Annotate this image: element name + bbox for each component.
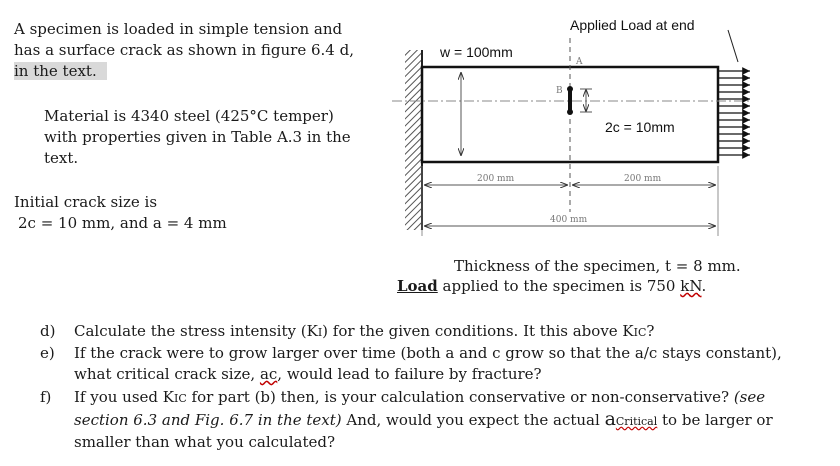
material-line-3: text. <box>44 149 79 167</box>
width-label: w = 100mm <box>440 44 513 60</box>
question-e-text-1: what critical crack size, <box>74 365 260 383</box>
question-f-italic-2: section 6.3 and Fig. 6.7 in the text) <box>74 411 342 429</box>
intro-line-3: in the text. <box>14 62 107 80</box>
question-e-label: e) <box>40 344 55 362</box>
question-d-sub-2: IC <box>633 326 647 339</box>
question-f-text-2: for part (b) then, is your calculation conservative or non-conservative? <box>186 388 734 406</box>
dim-label-left: 200 mm <box>477 174 515 184</box>
initial-crack-line-2: 2c = 10 mm, and a = 4 mm <box>18 214 227 232</box>
question-d-text-2: ) for the given conditions. It this above K <box>322 322 634 340</box>
question-e-text-2: , would lead to failure by fracture? <box>277 365 542 383</box>
question-f-a: a <box>604 408 616 430</box>
load-unit: kN <box>680 277 702 295</box>
question-f-text-4: to be larger or <box>657 411 773 429</box>
intro-line-2: has a surface crack as shown in figure 6.4 d, <box>14 41 354 59</box>
question-e-ac: ac <box>259 365 278 383</box>
intro-line-1: A specimen is loaded in simple tension and <box>14 20 343 38</box>
initial-crack-line-1: Initial crack size is <box>14 193 158 211</box>
question-f-label: f) <box>40 388 52 406</box>
point-b-label: B <box>556 86 563 96</box>
point-a-label: A <box>576 57 583 67</box>
question-f-text-3: And, would you expect the actual <box>341 411 605 429</box>
crack-tip-bottom <box>567 109 573 115</box>
applied-load-arrows <box>718 71 750 155</box>
load-text <box>397 277 706 295</box>
question-d-label: d) <box>40 322 56 340</box>
thickness-text: Thickness of the specimen, t = 8 mm. <box>454 257 741 275</box>
question-d <box>40 321 830 342</box>
dim-label-total: 400 mm <box>550 215 588 225</box>
question-d-sub-1: I <box>317 326 323 339</box>
fixed-wall-hatch <box>405 50 422 230</box>
load-end: . <box>701 277 707 295</box>
question-f-sub-1: IC <box>174 392 187 405</box>
load-label-pointer <box>728 30 738 62</box>
crack-tip-top <box>567 86 573 92</box>
question-f-critical: Critical <box>615 415 658 428</box>
material-line-1: Material is 4340 steel (425°C temper) <box>44 107 334 125</box>
dim-label-right: 200 mm <box>624 174 662 184</box>
load-word: Load <box>397 277 438 295</box>
question-f <box>40 387 830 450</box>
question-f-text-1: If you used K <box>74 388 174 406</box>
load-mid: applied to the specimen is 750 <box>437 277 681 295</box>
question-e <box>40 343 830 385</box>
applied-load-label: Applied Load at end <box>570 17 695 33</box>
question-d-text-3: ? <box>646 322 655 340</box>
question-f-italic-1: (see <box>733 388 766 406</box>
question-f-line-3: smaller than what you calculated? <box>74 433 335 451</box>
question-e-line-1: If the crack were to grow larger over time (both a and c grow so that the a/c stays constant), <box>74 344 782 362</box>
crack-size-label: 2c = 10mm <box>605 119 675 135</box>
question-d-text-1: Calculate the stress intensity (K <box>74 322 318 340</box>
material-line-2: with properties given in Table A.3 in the <box>44 128 351 146</box>
